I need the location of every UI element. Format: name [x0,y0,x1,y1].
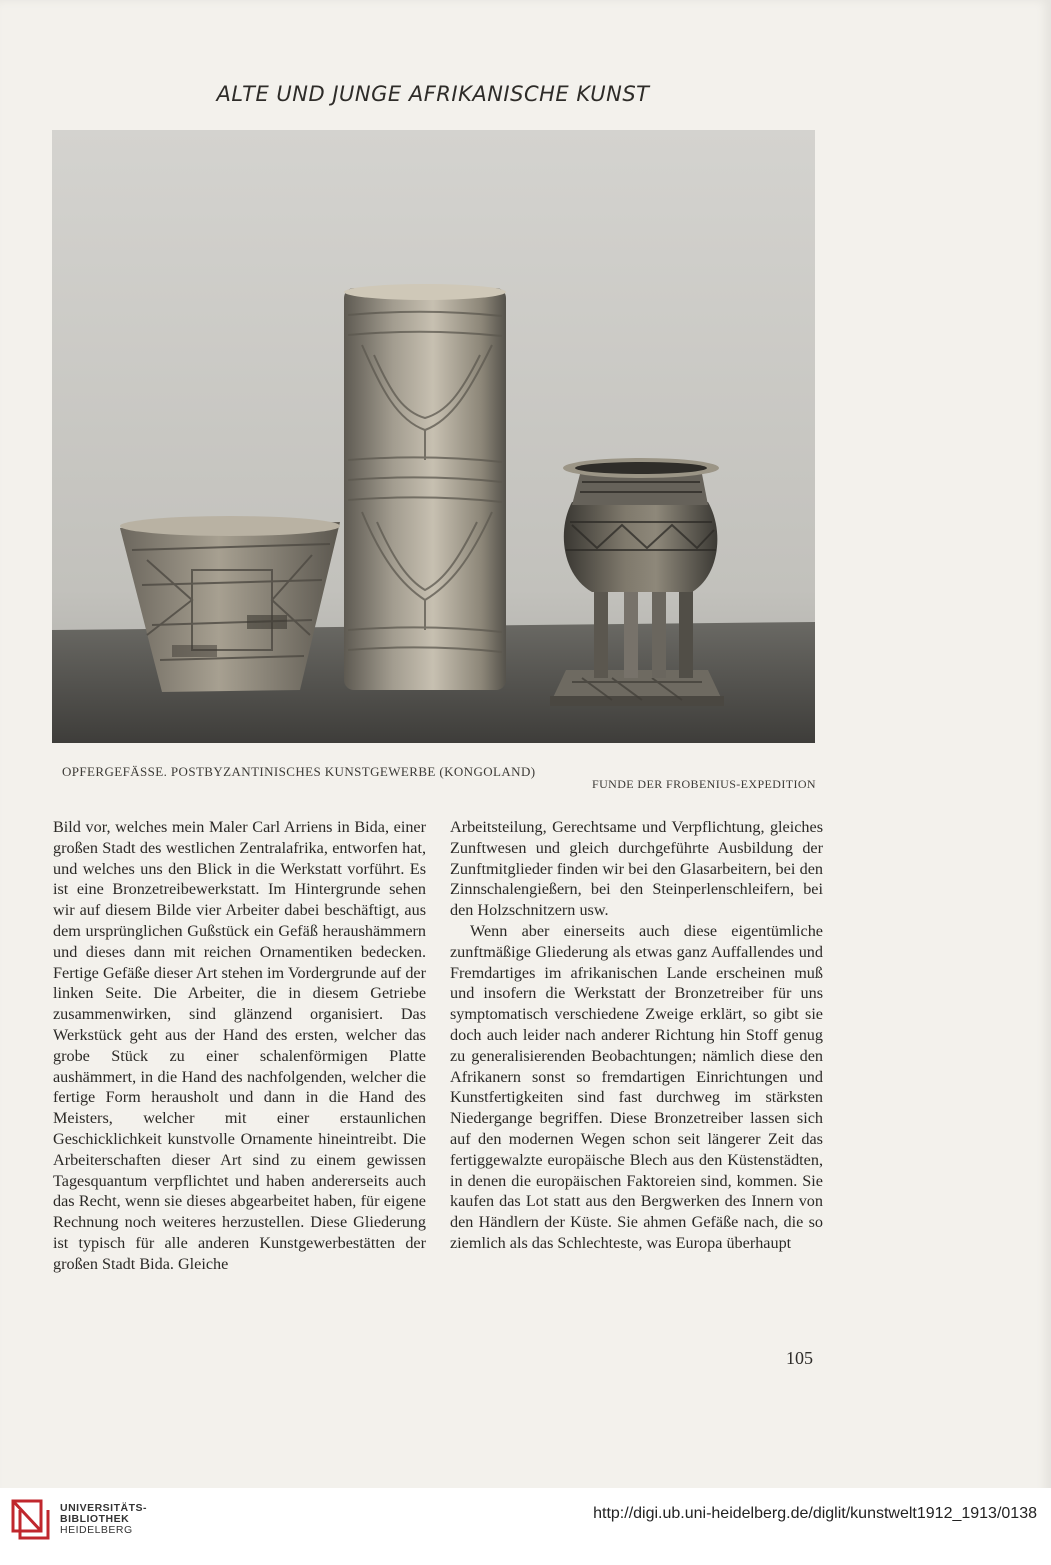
paragraph: Arbeitsteilung, Gerechtsame und Verpflichtung, gleiches Zunftwesen und gleich durchgeführte Ausbildung der Zunftmitglieder finden wir bei den Glasarbeitern, bei den Zinnschalengießern, bei den Steinperlenschleifern, bei den Holzschnitzern usw. [450,818,823,920]
figure-credit: FUNDE DER FROBENIUS-EXPEDITION [592,777,816,791]
library-line: UNIVERSITÄTS- [60,1502,148,1514]
page-number: 105 [786,1348,813,1368]
figure-photo [52,130,815,743]
library-line: HEIDELBERG [60,1524,133,1536]
source-url-link[interactable]: http://digi.ub.uni-heidelberg.de/diglit/kunstwelt1912_1913/0138 [593,1505,1037,1522]
ub-heidelberg-logo-icon [10,1498,52,1542]
paragraph: Wenn aber einerseits auch diese eigentümliche zunftmäßige Gliederung als etwas ganz Auffallendes und Fremdartiges im afrikanischen Lande erscheinen muß und insofern die Werkstatt der Bronzetreiber für uns symptomatisch verschiedene Zweige erklärt, so gibt sie doch auch leider nach anderer Richtung hin Stoff genug zu generalisierenden Beobachtungen; nämlich diese den Afrikanern sonst so fremdartigen Einrichtungen und Kunstfertigkeiten sind fast durchweg im stärksten Niedergange begriffen. Diese Bronzetreiber lassen sich auf den modernen Wegen schon seit längerer Zeit das fertiggewalzte europäische Blech aus den Küstenstädten, in denen die europäischen Faktoreien sind, kommen. Sie kaufen das Lot statt aus den Bergwerken des Innern von den Händlern der Küste. Sie ahmen Gefäße nach, die so ziemlich als das Schlechteste, was Europa überhaupt [450,921,823,1252]
photo-of-three-vessels-icon [52,130,815,743]
figure-caption: OPFERGEFÄSSE. POSTBYZANTINISCHES KUNSTGEWERBE (KONGOLAND) [62,764,536,779]
left-column [53,817,426,1275]
library-line: BIBLIOTHEK [60,1513,130,1525]
running-title: ALTE UND JUNGE AFRIKANISCHE KUNST [216,82,650,106]
library-name [60,1503,147,1536]
paragraph: Bild vor, welches mein Maler Carl Arriens in Bida, einer großen Stadt des westlichen Zentralafrika, entworfen hat, und welches uns den Blick in die Werkstatt vorführt. Es ist eine Bronzetreibewerkstatt. Im Hintergrunde sehen wir auf diesem Bilde vier Arbeiter dabei beschäftigt, aus dem ursprünglichen Gußstück ein Gefäß heraushämmern und dieses dann mit reichen Ornamentiken bedecken. Fertige Gefäße dieser Art stehen im Vordergrunde auf der linken Seite. Die Arbeiter, die in diesem Getriebe zusammenwirken, sind glänzend organisiert. Das Werkstück geht aus der Hand des ersten, welcher das grobe Stück zu einer schalenförmigen Platte aushämmert, in die Hand des nachfolgenden, welcher die fertige Form herausholt und dann in die Hand des Meisters, welcher mit einer erstaunlichen Geschicklichkeit kunstvolle Ornamente hineintreibt. Die Arbeiterschaften dieser Art sind zu einem gewissen Tagesquantum verpflichtet und haben andererseits auch das Recht, wenn sie dieses abgearbeitet haben, für eigene Rechnung noch weiteres herzustellen. Diese Gliederung ist typisch für alle anderen Kunstgewerbestätten der großen Stadt Bida. Gleiche [53,818,426,1273]
footer-bar [0,1488,1051,1565]
body-text [53,817,850,1357]
right-column [450,817,823,1254]
